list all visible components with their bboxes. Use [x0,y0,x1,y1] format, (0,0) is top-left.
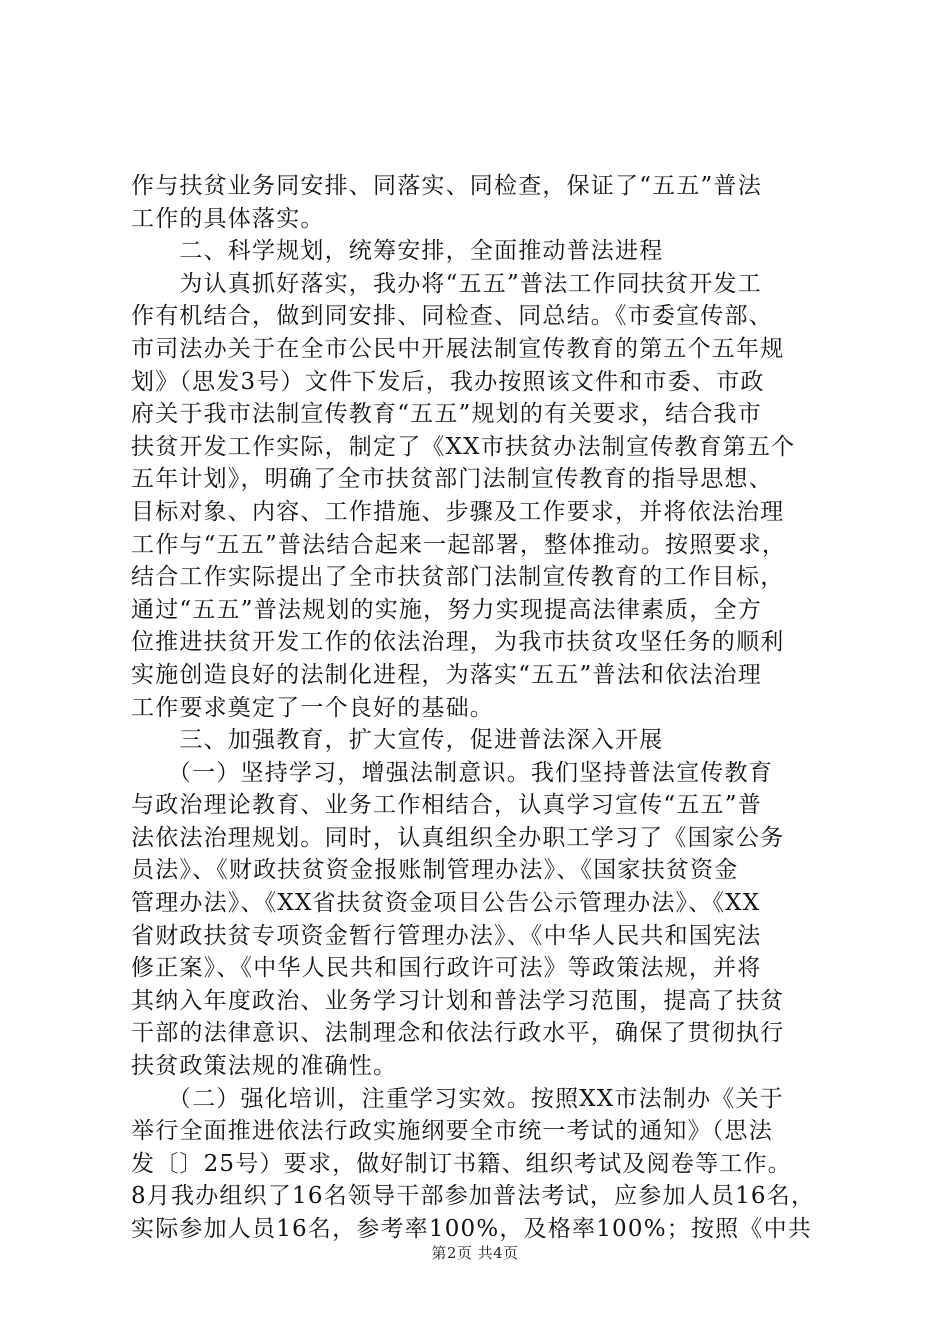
text-line: 府关于我市法制宣传教育“五五”规划的有关要求，结合我市 [131,401,762,428]
text-line: 通过“五五”普法规划的实施，努力实现提高法律素质，全方 [131,596,762,623]
text-line: 五年计划》，明确了全市扶贫部门法制宣传教育的指导思想、 [131,466,773,493]
text-line: 与政治理论教育、业务工作相结合，认真学习宣传“五五”普 [131,792,762,819]
text-line: 修正案》、《中华人民共和国行政许可法》等政策法规，并将 [131,955,762,982]
text-line: 三、加强教育，扩大宣传，促进普法深入开展 [131,727,664,754]
text-line: 省财政扶贫专项资金暂行管理办法》、《中华人民共和国宪法 [131,922,762,949]
text-line: 扶贫开发工作实际，制定了《XX市扶贫办法制宣传教育第五个 [131,433,796,460]
text-line: 举行全面推进依法行政实施纲要全市统一考试的通知》（思法 [131,1118,773,1145]
text-line: 扶贫政策法规的准确性。 [131,1053,398,1080]
text-line: 8月我办组织了16名领导干部参加普法考试，应参加人员16名， [131,1183,816,1210]
text-line: 法依法治理规划。同时，认真组织全办职工学习了《国家公务 [131,824,785,851]
text-line: 划》（思发3号）文件下发后，我办按照该文件和市委、市政 [131,368,765,395]
text-line: 为认真抓好落实，我办将“五五”普法工作同扶贫开发工 [131,270,762,297]
text-line: 管理办法》、《XX省扶贫资金项目公告公示管理办法》、《XX [131,890,761,917]
text-line: （一）坚持学习，增强法制意识。我们坚持普法宣传教育 [131,759,773,786]
text-line: 市司法办关于在全市公民中开展法制宣传教育的第五个五年规 [131,335,785,362]
document-body [131,170,831,1246]
text-line: 作有机结合，做到同安排、同检查、同总结。《市委宣传部、 [131,303,773,330]
text-line: 实际参加人员16名，参考率100%，及格率100%；按照《中共 [131,1216,812,1242]
text-line: 工作要求奠定了一个良好的基础。 [131,694,494,721]
page-footer: 第2页 共4页 [431,1244,519,1262]
text-line: 结合工作实际提出了全市扶贫部门法制宣传教育的工作目标， [131,564,785,591]
text-line: 发〔〕25号）要求，做好制订书籍、组织考试及阅卷等工作。 [131,1150,792,1177]
text-line: 干部的法律意识、法制理念和依法行政水平，确保了贯彻执行 [131,1020,785,1047]
text-line: 其纳入年度政治、业务学习计划和普法学习范围，提高了扶贫 [131,987,785,1014]
text-line: 位推进扶贫开发工作的依法治理，为我市扶贫攻坚任务的顺利 [131,629,785,656]
text-line: 工作的具体落实。 [131,205,325,232]
text-line: 目标对象、内容、工作措施、步骤及工作要求，并将依法治理 [131,498,785,525]
text-line: 作与扶贫业务同安排、同落实、同检查，保证了“五五”普法 [131,173,762,199]
text-line: （二）强化培训，注重学习实效。按照XX市法制办《关于 [131,1085,784,1112]
text-line: 工作与“五五”普法结合起来一起部署，整体推动。按照要求， [131,531,787,558]
text-line: 二、科学规划，统筹安排，全面推动普法进程 [131,238,664,265]
text-line: 员法》、《财政扶贫资金报账制管理办法》、《国家扶贫资金 [131,857,739,884]
text-line: 实施创造良好的法制化进程，为落实“五五”普法和依法治理 [131,661,762,688]
